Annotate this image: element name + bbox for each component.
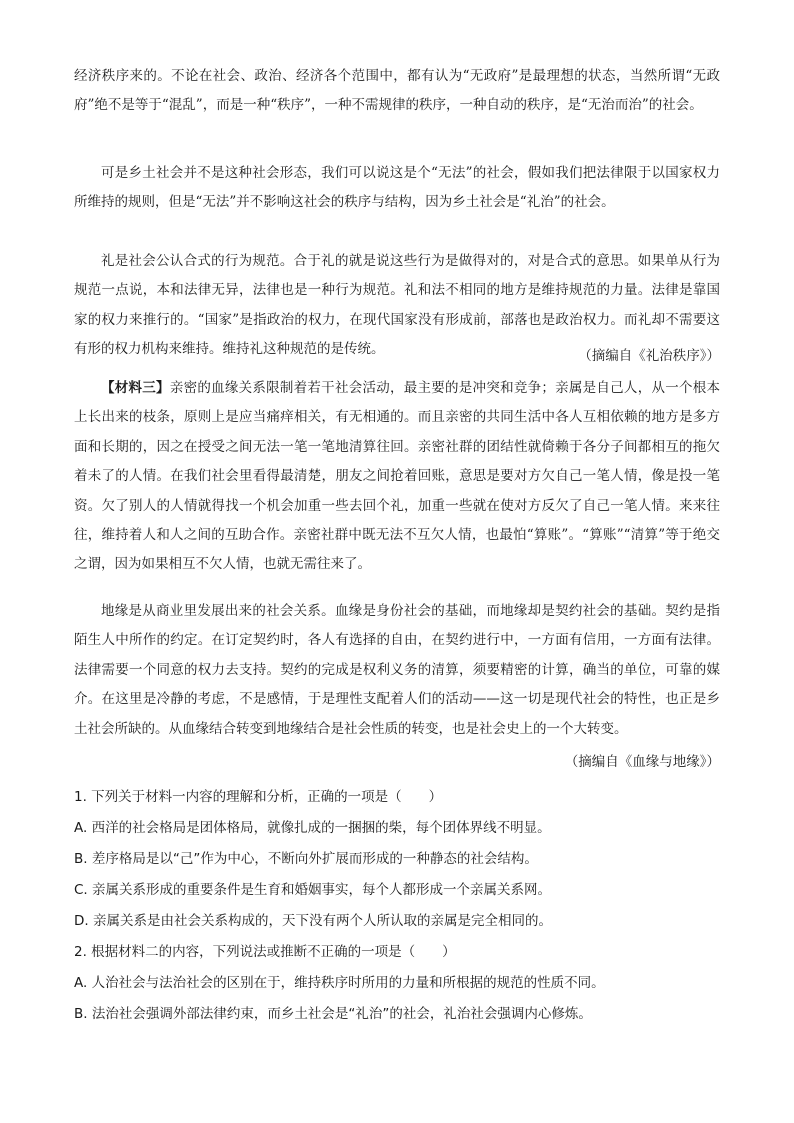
passage-paragraph-2: 可是乡土社会并不是这种社会形态，我们可以说这是个“无法”的社会，假如我们把法律限于以国家权力所维持的规则，但是“无法”并不影响这社会的秩序与结构，因为乡土社会是“礼治”的社会。 bbox=[74, 165, 720, 211]
question-1-option-d: D. 亲属关系是由社会关系构成的，天下没有两个人所认取的亲属是完全相同的。 bbox=[74, 913, 552, 929]
question-2-option-a: A. 人治社会与法治社会的区别在于，维持秩序时所用的力量和所根据的规范的性质不同。 bbox=[74, 975, 605, 991]
material-three-text: 亲密的血缘关系限制着若干社会活动，最主要的是冲突和竞争；亲属是自己人，从一个根本上长出来的枝条，原则上是应当痛痒相关，有无相通的。而且亲密的共同生活中各人互相依赖的地方是多方面和长期的，因之在授受之间无法一笔一笔地清算往回。亲密社群的团结性就倚赖于各分子间都相互的拖欠着未了的人情。在我们社会里看得最清楚，朋友之间抢着回账，意思是要对方欠自己一笔人情，像是投一笔资。欠了别人的人情就得找一个机会加重一些去回个礼，加重一些就在使对方反欠了自己一笔人情。来来往往，维持着人和人之间的互助合作。亲密社群中既无法不互欠人情，也最怕“算账”。“算账”“清算”等于绝交之谓，因为如果相互不欠人情，也就无需往来了。 bbox=[74, 380, 721, 573]
source-citation-2: （摘编自《血缘与地缘》） bbox=[564, 754, 720, 770]
material-three-tag: 【材料三】 bbox=[101, 380, 170, 396]
question-2: 2. 根据材料二的内容，下列说法或推断不正确的一项是（ ） bbox=[74, 944, 456, 960]
passage-paragraph-1: 经济秩序来的。不论在社会、政治、经济各个范围中，都有认为“无政府”是最理想的状态，当然所谓“无政府”绝不是等于“混乱”，而是一种“秩序”，一种不需规律的秩序，一种自动的秩序，是“无治而治”的社会。 bbox=[74, 68, 720, 114]
passage-paragraph-5: 地缘是从商业里发展出来的社会关系。血缘是身份社会的基础，而地缘却是契约社会的基础。契约是指陌生人中所作的约定。在订定契约时，各人有选择的自由，在契约进行中，一方面有信用，一方面有法律。法律需要一个同意的权力去支持。契约的完成是权利义务的清算，须要精密的计算，确当的单位，可靠的媒介。在这里是冷静的考虑，不是感情，于是理性支配着人们的活动——这一切是现代社会的特性，也正是乡土社会所缺的。从血缘结合转变到地缘结合是社会性质的转变，也是社会史上的一个大转变。 bbox=[74, 603, 720, 737]
passage-paragraph-3: 礼是社会公认合式的行为规范。合于礼的就是说这些行为是做得对的，对是合式的意思。如果单从行为规范一点说，本和法律无异，法律也是一种行为规范。礼和法不相同的地方是维持规范的力量。法律是靠国家的权力来推行的。“国家”是指政治的权力，在现代国家没有形成前，部落也是政治权力。而礼却不需要这有形的权力机构来维持。维持礼这种规范的是传统。 bbox=[74, 253, 720, 358]
question-2-option-b: B. 法治社会强调外部法律约束，而乡土社会是“礼治”的社会，礼治社会强调内心修炼。 bbox=[74, 1006, 592, 1022]
question-1-option-b: B. 差序格局是以“己”作为中心，不断向外扩展而形成的一种静态的社会结构。 bbox=[74, 851, 538, 867]
question-1-option-c: C. 亲属关系形成的重要条件是生育和婚姻事实，每个人都形成一个亲属关系网。 bbox=[74, 882, 552, 898]
source-citation-1: （摘编自《礼治秩序》） bbox=[578, 348, 720, 364]
question-1: 1. 下列关于材料一内容的理解和分析，正确的一项是（ ） bbox=[74, 789, 443, 805]
material-three-paragraph bbox=[74, 374, 720, 580]
question-1-option-a: A. 西洋的社会格局是团体格局，就像扎成的一捆捆的柴，每个团体界线不明显。 bbox=[74, 820, 551, 836]
